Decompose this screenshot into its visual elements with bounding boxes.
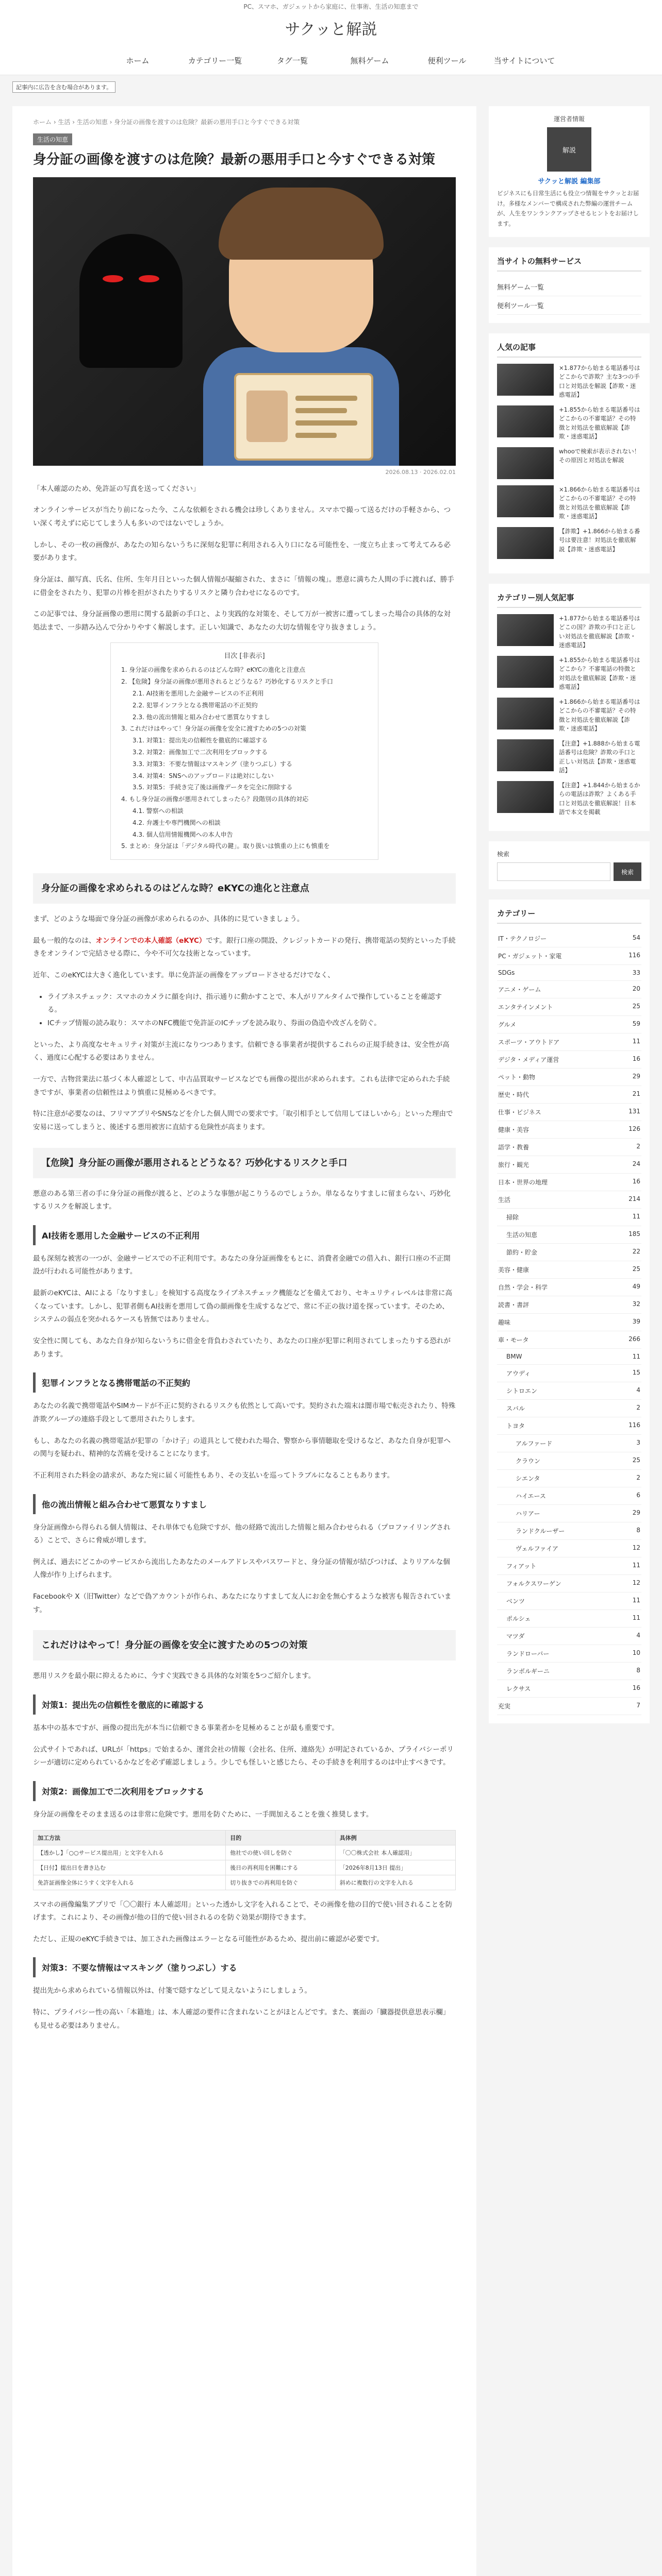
category-name[interactable]: ランボルギーニ [506, 1668, 550, 1675]
popular-article-item[interactable] [497, 447, 641, 479]
category-count: 25 [632, 1456, 640, 1464]
toc-title[interactable]: 目次 [非表示] [224, 652, 265, 660]
category-count: 2 [636, 1404, 640, 1412]
popular-article-title[interactable]: 【詐欺】+1.866から始まる番号は要注意！対処法を徹底解説【詐欺・迷惑電話】 [559, 528, 640, 553]
category-count: 59 [632, 1020, 640, 1028]
nav-item[interactable]: カテゴリー一覧 [188, 56, 242, 65]
person-hair-illustration [219, 188, 384, 260]
category-item[interactable] [497, 981, 641, 998]
body-paragraph: 一方で、古物営業法に基づく本人確認として、中古品買取サービスなどでも画像の提出が求められます。これも法律で定められた手続きですが、事業者の信頼性はより慎重に見極めるべきです。 [33, 1075, 450, 1097]
category-name[interactable]: アルファード [516, 1440, 553, 1448]
category-count: 7 [636, 1702, 640, 1709]
popular-article-title[interactable]: +1.855から始まる電話番号はどこからの不審電話？その特徴と対処法を徹底解説【詐欺・迷惑電話】 [559, 406, 640, 440]
category-name[interactable]: フィアット [506, 1563, 537, 1570]
search-label: 検索 [497, 851, 510, 858]
toc-item[interactable]: 3.3. 対策3：不要な情報はマスキング（塗りつぶし）する [133, 760, 292, 768]
category-name[interactable]: ヴェルファイア [516, 1545, 558, 1553]
table-header: 目的 [226, 1830, 336, 1845]
category-count: 11 [632, 1562, 640, 1569]
category-name[interactable]: マツダ [506, 1633, 525, 1640]
body-paragraph: 基本中の基本ですが、画像の提出先が本当に信頼できる事業者かを見極めることが最も重要です。 [33, 1723, 339, 1732]
table-cell: 斜めに複数行の文字を入れる [335, 1875, 455, 1890]
body-paragraph: 提出先から求められている情報以外は、付箋で隠すなどして見えないようにしましょう。 [33, 1987, 311, 1995]
category-item[interactable] [497, 1663, 641, 1680]
category-count: 11 [632, 1213, 640, 1221]
category-count: 4 [636, 1386, 640, 1394]
category-name[interactable]: グルメ [498, 1021, 517, 1029]
table-cell: 免許証画像全体にうすく文字を入れる [34, 1875, 226, 1890]
image-processing-table [33, 1830, 456, 1890]
category-item[interactable] [497, 1296, 641, 1314]
nav-item[interactable]: ホーム [126, 56, 150, 65]
bullet-item: • ライブネスチェック：スマホのカメラに顔を向け、指示通りに動かすことで、本人がリアルタイムで操作していることを確認する。 [47, 991, 456, 1017]
category-count: 29 [632, 1509, 640, 1517]
breadcrumb[interactable]: ホーム › 生活 › 生活の知恵 › 身分証の画像を渡すのは危険？最新の悪用手口と今すぐできる対策 [33, 118, 300, 126]
category-popular-widget [489, 584, 650, 831]
category-count: 16 [632, 1055, 640, 1063]
popular-article-item[interactable] [497, 656, 641, 691]
popular-article-item[interactable] [497, 698, 641, 733]
category-count: 25 [632, 1003, 640, 1010]
category-name[interactable]: 日本・世界の地理 [498, 1179, 548, 1187]
category-name[interactable]: トヨタ [506, 1422, 525, 1430]
category-name[interactable]: 自然・学会・科学 [498, 1284, 548, 1292]
category-item[interactable] [497, 1156, 641, 1174]
category-item[interactable] [497, 1505, 641, 1522]
body-paragraph: ただし、正規のeKYC手続きでは、加工された画像はエラーとなる可能性があるため、提出前に確認が必要です。 [33, 1935, 384, 1943]
eyecatch-image [33, 177, 456, 466]
service-link[interactable]: 便利ツール一覧 [497, 296, 641, 315]
body-paragraph: 不正利用された料金の請求が、あなた宛に届く可能性もあり、その支払いを巡ってトラブルになることもあります。 [33, 1471, 394, 1480]
article-thumbnail[interactable] [497, 447, 554, 479]
toc-item[interactable]: 2.1. AI技術を悪用した金融サービスの不正利用 [133, 690, 264, 698]
article-thumbnail[interactable] [497, 527, 554, 559]
popular-article-title[interactable]: +1.866から始まる電話番号はどこからの不審電話？その特徴と対処法を徹底解説【詐欺・迷惑電話】 [559, 698, 640, 732]
category-name[interactable]: アニメ・ゲーム [498, 986, 541, 994]
body-paragraph: 身分証の画像をそのまま送るのは非常に危険です。悪用を防ぐために、一手間加えることを強く推奨します。 [33, 1810, 373, 1819]
category-count: 126 [628, 1125, 640, 1133]
body-paragraph: もし、あなたの名義の携帯電話が犯罪の「かけ子」の道具として使われた場合、警察から事情聴取を受けるなど、あなた自身が犯罪への関与を疑われ、精神的な苦痛を受けることになります。 [33, 1436, 451, 1459]
category-count: 16 [632, 1178, 640, 1185]
category-title: カテゴリー [497, 908, 641, 924]
table-cell: 「〇〇株式会社 本人確認用」 [335, 1845, 455, 1860]
category-item[interactable] [497, 1209, 641, 1226]
popular-article-title[interactable]: +1.855から始まる電話番号はどこから？不審電話の特徴と対処法を徹底解説【詐欺・迷惑電話】 [559, 656, 640, 690]
category-name[interactable]: スバル [506, 1405, 525, 1413]
category-item[interactable] [497, 1174, 641, 1191]
category-count: 116 [628, 952, 640, 959]
category-name[interactable]: 趣味 [498, 1319, 511, 1327]
subsection-heading: 対策3：不要な情報はマスキング（塗りつぶし）する [33, 1957, 456, 1977]
table-cell: 【透かし】「○○サービス提出用」と文字を入れる [34, 1845, 226, 1860]
popular-article-title[interactable]: ×1.877から始まる電話番号はどこからで詐欺？主な3つの手口と対処法を解説【詐欺・迷惑電話】 [559, 364, 640, 398]
body-paragraph: 悪用リスクを最小限に抑えるために、今すぐ実践できる具体的な対策を5つご紹介します。 [33, 1672, 316, 1681]
search-button[interactable]: 検索 [614, 862, 641, 881]
body-paragraph: 最新のeKYCは、AIによる「なりすまし」を検知する高度なライブネスチェック機能などを備えており、セキュリティレベルは非常に高くなっています。しかし、犯罪者側もAI技術を悪用して偽の顔画像を生成するなどで、常に不正の抜け道を探っています。そのため、システムの弱点を突かれるケースも皆無ではありません。 [33, 1289, 452, 1324]
post-dates: 2026.08.13 · 2026.02.01 [385, 468, 456, 476]
category-item[interactable] [497, 1104, 641, 1121]
category-name[interactable]: デジタ・メディア運営 [498, 1056, 559, 1064]
category-badge[interactable]: 生活の知恵 [33, 133, 72, 145]
category-item[interactable] [497, 1698, 641, 1715]
category-item[interactable] [497, 1610, 641, 1628]
category-item[interactable] [497, 1314, 641, 1331]
id-card-illustration [234, 373, 373, 461]
category-name[interactable]: PC・ガジェット・家電 [498, 953, 562, 960]
category-item[interactable] [497, 1069, 641, 1086]
author-widget-title: 運営者情報 [553, 115, 585, 123]
shadow-figure-illustration [79, 234, 183, 368]
nav-item[interactable]: タグ一覧 [276, 56, 308, 65]
category-name[interactable]: ランドローバー [506, 1650, 550, 1658]
toc-item[interactable]: 4.2. 弁護士や専門機関への相談 [133, 819, 221, 826]
body-paragraph: 悪意のある第三者の手に身分証の画像が渡ると、どのような事態が起こりうるのでしょうか。単なるなりすましに留まらない、巧妙化するリスクを解説します。 [33, 1189, 451, 1211]
body-paragraph: 特に、プライバシー性の高い「本籍地」は、本人確認の要件に含まれないことがほとんどです。また、裏面の「臓器提供意思表示欄」も見せる必要はありません。 [33, 2008, 450, 2030]
body-paragraph: あなたの名義で携帯電話やSIMカードが不正に契約されるリスクも依然として高いです。契約された端末は闇市場で転売されたり、特殊詐欺グループの連絡手段として悪用されたりします。 [33, 1402, 456, 1423]
category-name[interactable]: 仕事・ビジネス [498, 1109, 541, 1116]
category-item[interactable] [497, 1051, 641, 1069]
body-paragraph: 公式サイトであれば、URLが「https」で始まるか、運営会社の情報（会社名、住所、連絡先）が明記されているか、プライバシーポリシーが適切に定められているかなどを必ず確認しましょう。少しでも怪しいと感じたら、その手続きを利用するのは中止すべきです。 [33, 1745, 454, 1767]
category-item[interactable] [497, 1680, 641, 1698]
category-item[interactable] [497, 1279, 641, 1296]
category-name[interactable]: シトロエン [506, 1387, 538, 1395]
category-name[interactable]: 語学・教養 [498, 1144, 529, 1151]
category-item[interactable] [497, 1628, 641, 1645]
article-thumbnail[interactable] [497, 656, 554, 688]
category-name[interactable]: BMW [506, 1353, 522, 1361]
article-thumbnail[interactable] [497, 364, 554, 396]
body-paragraph: スマホの画像編集アプリで「〇〇銀行 本人確認用」といった透かし文字を入れることで、その画像を他の目的で使い回されることを防げます。これにより、その画像が他の目的で使い回されるのを防ぐ効果が期待できます。 [33, 1900, 453, 1922]
services-title: 当サイトの無料サービス [497, 256, 641, 272]
category-item[interactable] [497, 1331, 641, 1349]
category-name[interactable]: 節約・貯金 [506, 1249, 538, 1257]
article-thumbnail[interactable] [497, 614, 554, 646]
category-item[interactable] [497, 965, 641, 981]
popular-article-title[interactable]: ×1.866から始まる電話番号はどこからの不審電話？その特徴と対処法を徹底解説【詐欺・迷惑電話】 [559, 486, 640, 520]
nav-item[interactable]: 無料ゲーム [350, 56, 389, 65]
global-nav [0, 46, 662, 75]
category-item[interactable] [497, 1349, 641, 1365]
category-item[interactable] [497, 1452, 641, 1470]
nav-item[interactable]: 当サイトについて [493, 56, 555, 65]
popular-article-item[interactable] [497, 614, 641, 650]
author-avatar[interactable]: 解説 [547, 127, 591, 172]
category-count: 266 [628, 1335, 640, 1343]
search-input[interactable] [497, 862, 610, 881]
subsection-heading: 他の流出情報と組み合わせて悪質なりすまし [33, 1494, 456, 1514]
category-name[interactable]: クラウン [516, 1458, 541, 1465]
toc-item[interactable]: 4. もし身分証の画像が悪用されてしまったら？段階別の具体的対応 [121, 795, 309, 803]
category-count: 11 [632, 1038, 640, 1045]
bullet-item: • ICチップ情報の読み取り：スマホのNFC機能で免許証のICチップを読み取り、券面の偽造や改ざんを防ぐ。 [47, 1017, 456, 1030]
category-item[interactable] [497, 1121, 641, 1139]
category-item[interactable] [497, 1261, 641, 1279]
body-paragraph: 安全性に関しても、あなた自身が知らないうちに借金を背負わされていたり、あなたの口座が犯罪に利用されてしまったりする恐れがあります。 [33, 1337, 451, 1359]
popular-article-title[interactable]: 【注意】+1.888から始まる電話番号は危険？詐欺の手口と正しい対処法【詐欺・迷惑電話】 [559, 740, 640, 774]
toc-item[interactable]: 1. 身分証の画像を求められるのはどんな時？eKYCの進化と注意点 [121, 666, 306, 674]
article-thumbnail[interactable] [497, 698, 554, 730]
popular-article-item[interactable] [497, 739, 641, 775]
article-main [12, 106, 476, 2576]
body-paragraph: 最も深刻な被害の一つが、金融サービスでの不正利用です。あなたの身分証画像をもとに、消費者金融での借入れ、銀行口座の不正開設が行われる可能性があります。 [33, 1254, 451, 1276]
category-count: 25 [632, 1265, 640, 1273]
category-name[interactable]: シエンタ [516, 1475, 540, 1483]
category-name[interactable]: 充実 [498, 1703, 511, 1710]
category-item[interactable] [497, 930, 641, 947]
category-name[interactable]: エンタテインメント [498, 1004, 553, 1011]
category-count: 24 [632, 1160, 640, 1168]
category-item[interactable] [497, 1086, 641, 1104]
body-paragraph: まず、どのような場面で身分証の画像が求められるのか、具体的に見ていきましょう。 [33, 915, 304, 924]
body-paragraph: Facebookや X（旧Twitter）などで偽アカウントが作られ、あなたになりすまして友人にお金を無心するような被害も報告されています。 [33, 1592, 452, 1614]
table-header: 加工方法 [34, 1830, 226, 1845]
body-paragraph: 例えば、過去にどこかのサービスから流出したあなたのメールアドレスやパスワードと、身分証の情報が結びつけば、よりリアルな個人像が作り上げられます。 [33, 1557, 450, 1580]
category-item[interactable] [497, 1487, 641, 1505]
category-name[interactable]: ペット・動物 [498, 1074, 536, 1081]
section-heading: 身分証の画像を求められるのはどんな時？eKYCの進化と注意点 [33, 873, 456, 904]
category-item[interactable] [497, 1139, 641, 1156]
category-name[interactable]: ハリアー [516, 1510, 540, 1518]
table-row [34, 1845, 456, 1860]
category-item[interactable] [497, 1417, 641, 1435]
table-row [34, 1875, 456, 1890]
category-name[interactable]: スポーツ・アウトドア [498, 1039, 560, 1046]
category-count: 39 [632, 1318, 640, 1326]
category-item[interactable] [497, 1016, 641, 1033]
popular-article-item[interactable] [497, 527, 641, 559]
body-paragraph: 身分証画像から得られる個人情報は、それ単体でも危険ですが、他の経路で流出した情報と組み合わせられる（プロファイリングされる）ことで、さらに脅威が増します。 [33, 1523, 451, 1545]
category-count: 16 [632, 1684, 640, 1692]
category-item[interactable] [497, 1557, 641, 1575]
category-item[interactable] [497, 1191, 641, 1209]
category-count: 21 [632, 1090, 640, 1098]
table-cell: 後日の再利用を困難にする [226, 1860, 336, 1875]
category-count: 3 [636, 1439, 640, 1447]
popular-widget [489, 333, 650, 573]
author-widget [489, 106, 650, 237]
category-widget [489, 900, 650, 1723]
table-cell: 他社での使い回しを防ぐ [226, 1845, 336, 1860]
table-cell: 「2026年8月13日 提出」 [335, 1860, 455, 1875]
subsection-heading: 対策1：提出先の信頼性を徹底的に確認する [33, 1694, 456, 1715]
article-title: 身分証の画像を渡すのは危険？最新の悪用手口と今すぐできる対策 [33, 152, 436, 167]
sidebar [489, 106, 650, 2576]
body-paragraph: といった、より高度なセキュリティ対策が主流になりつつあります。信頼できる事業者が提供するこれらの正規手続きは、安全性が高く、過度に心配する必要はありません。 [33, 1040, 450, 1062]
category-count: 29 [632, 1073, 640, 1080]
site-tagline: PC、スマホ、ガジェットから家庭に、仕事術、生活の知恵まで [0, 0, 662, 13]
category-count: 8 [636, 1527, 640, 1534]
category-name[interactable]: ハイエース [516, 1493, 546, 1500]
intro-paragraph: 身分証は、顔写真、氏名、住所、生年月日といった個人情報が凝縮された、まさに「情報の塊」。悪意に満ちた人間の手に渡れば、勝手に借金をされたり、犯罪の片棒を担がされたりするリスクと隣り合わせになるのです。 [33, 575, 454, 597]
category-count: 11 [632, 1597, 640, 1604]
category-item[interactable] [497, 1645, 641, 1663]
toc-item[interactable]: 3.5. 対策5：手続き完了後は画像データを完全に削除する [133, 784, 293, 791]
section-heading: これだけはやって！身分証の画像を安全に渡すための5つの対策 [33, 1630, 456, 1660]
category-count: 11 [632, 1353, 640, 1361]
category-item[interactable] [497, 998, 641, 1016]
category-count: 2 [636, 1143, 640, 1150]
category-count: 22 [632, 1248, 640, 1256]
category-count: 33 [632, 969, 640, 977]
category-item[interactable] [497, 1365, 641, 1382]
table-cell: 【日付】提出日を書き込む [34, 1860, 226, 1875]
category-count: 49 [632, 1283, 640, 1291]
category-item[interactable] [497, 1382, 641, 1400]
category-item[interactable] [497, 1592, 641, 1610]
category-item[interactable] [497, 1470, 641, 1487]
category-item[interactable] [497, 1400, 641, 1417]
intro-paragraph: しかし、その一枚の画像が、あなたの知らないうちに深刻な犯罪に利用される入り口になる可能性を、一度立ち止まって考えてみる必要があります。 [33, 540, 451, 563]
category-name[interactable]: SDGs [498, 969, 515, 977]
category-count: 20 [632, 985, 640, 993]
table-cell: 切り抜きでの再利用を防ぐ [226, 1875, 336, 1890]
toc-item[interactable]: 2.3. 他の流出情報と組み合わせて悪質なりすまし [133, 713, 270, 721]
category-item[interactable] [497, 1435, 641, 1452]
category-item[interactable] [497, 1575, 641, 1592]
category-count: 54 [632, 934, 640, 942]
article-thumbnail[interactable] [497, 739, 554, 771]
category-count: 131 [628, 1108, 640, 1115]
popular-article-title[interactable]: 【注意】+1.844から始まるからの電話は詐欺？よくある手口と対処法を徹底解説！日本語で本文を掲載 [559, 782, 640, 816]
table-of-contents [110, 642, 378, 860]
article-thumbnail[interactable] [497, 405, 554, 437]
category-popular-title: カテゴリー別人気記事 [497, 592, 641, 608]
category-item[interactable] [497, 1226, 641, 1244]
table-header: 具体例 [335, 1830, 455, 1845]
popular-article-item[interactable] [497, 405, 641, 441]
category-name[interactable]: 生活 [498, 1196, 511, 1204]
category-item[interactable] [497, 1244, 641, 1261]
category-name[interactable]: アウディ [506, 1370, 531, 1378]
category-count: 185 [628, 1230, 640, 1238]
subsection-heading: 犯罪インフラとなる携帯電話の不正契約 [33, 1372, 456, 1393]
category-name[interactable]: 歴史・時代 [498, 1091, 529, 1099]
category-count: 214 [628, 1195, 640, 1203]
category-name[interactable]: レクサス [506, 1685, 531, 1693]
category-item[interactable] [497, 1522, 641, 1540]
article-thumbnail[interactable] [497, 485, 554, 517]
search-widget [489, 841, 650, 889]
subsection-heading: 対策2：画像加工で二次利用をブロックする [33, 1781, 456, 1801]
subsection-heading: AI技術を悪用した金融サービスの不正利用 [33, 1225, 456, 1245]
category-count: 2 [636, 1474, 640, 1482]
popular-title: 人気の記事 [497, 342, 641, 358]
body-paragraph: 近年、このeKYCは大きく進化しています。単に免許証の画像をアップロードさせるだけでなく、 [33, 971, 335, 980]
category-count: 12 [632, 1579, 640, 1587]
category-name[interactable]: 旅行・観光 [498, 1161, 529, 1169]
popular-article-item[interactable] [497, 364, 641, 399]
toc-item[interactable]: 4.3. 個人信用情報機関への本人申告 [133, 831, 233, 838]
toc-item[interactable]: 3.2. 対策2：画像加工で二次利用をブロックする [133, 749, 268, 756]
nav-item[interactable]: 便利ツール [427, 56, 467, 65]
category-item[interactable] [497, 1540, 641, 1557]
body-paragraph: 最も一般的なのは、オンラインでの本人確認（eKYC）です。銀行口座の開設、クレジットカードの発行、携帯電話の契約といった手続きをオンラインで完結させる際に、今や不可欠な技術となっています。 [33, 936, 456, 958]
ad-disclosure-label: 記事内に広告を含む場合があります。 [12, 81, 115, 93]
site-title[interactable]: サクッと解説 [0, 13, 662, 46]
toc-item[interactable]: 4.1. 警察への相談 [133, 807, 184, 815]
popular-article-title[interactable]: whooで検索が表示されない！その原因と対処法を解説 [559, 448, 640, 464]
service-link[interactable]: 無料ゲーム一覧 [497, 278, 641, 296]
ekyc-bullet-list [33, 991, 456, 1030]
category-count: 6 [636, 1492, 640, 1499]
category-name[interactable]: IT・テクノロジー [498, 935, 547, 943]
category-name[interactable]: ベンツ [506, 1598, 525, 1605]
intro-paragraph: 「本人確認のため、免許証の写真を送ってください」 [33, 484, 200, 493]
intro-paragraph: オンラインサービスが当たり前になった今、こんな依頼をされる機会は珍しくありません。スマホで撮って送るだけの手軽さから、つい深く考えずに応じてしまう人も多いのではないでしょうか。 [33, 506, 451, 528]
category-count: 8 [636, 1667, 640, 1674]
section-heading: 【危険】身分証の画像が悪用されるとどうなる？巧妙化するリスクと手口 [33, 1148, 456, 1178]
category-name[interactable]: 生活の知恵 [506, 1231, 538, 1239]
body-paragraph: 特に注意が必要なのは、フリマアプリやSNSなどを介した個人間での要求です。「取引相手として信用してほしいから」といった理由で安易に送ってしまうと、後述する悪用被害に直結する危険性が高まります。 [33, 1110, 453, 1131]
category-name[interactable]: 車・モータ [498, 1336, 529, 1344]
toc-item[interactable]: 2. 【危険】身分証の画像が悪用されるとどうなる？巧妙化するリスクと手口 [121, 678, 334, 686]
toc-item[interactable]: 2.2. 犯罪インフラとなる携帯電話の不正契約 [133, 701, 258, 709]
popular-article-item[interactable] [497, 781, 641, 817]
category-name[interactable]: 読書・書評 [498, 1301, 529, 1309]
category-count: 4 [636, 1632, 640, 1639]
category-count: 15 [632, 1369, 640, 1377]
intro-paragraph: この記事では、身分証画像の悪用に関する最新の手口と、より実践的な対策を、そして万が一被害に遭ってしまった場合の具体的な対処法まで、一歩踏み込んで分かりやすく解説します。正しい知識で、あなたの大切な情報を守り抜きましょう。 [33, 610, 451, 632]
author-description: ビジネスにも日常生活にも役立つ情報をサクッとお届け。多様なメンバーで構成された弊編の運営チームが、人生をワンランクアップさせるヒントをお届けします。 [497, 190, 639, 227]
popular-article-item[interactable] [497, 485, 641, 521]
category-name[interactable]: 健康・美容 [498, 1126, 529, 1134]
toc-item[interactable]: 5. まとめ：身分証は「デジタル時代の鍵」。取り扱いは慎重の上にも慎重を [121, 842, 330, 850]
toc-item[interactable]: 3.4. 対策4：SNSへのアップロードは絶対にしない [133, 772, 274, 779]
category-item[interactable] [497, 1033, 641, 1051]
services-widget [489, 247, 650, 323]
category-count: 116 [628, 1421, 640, 1429]
category-count: 10 [632, 1649, 640, 1657]
table-row [34, 1860, 456, 1875]
category-name[interactable]: フォルクスワーゲン [506, 1580, 561, 1588]
article-thumbnail[interactable] [497, 781, 554, 813]
popular-article-title[interactable]: +1.877から始まる電話番号はどこの国？詐欺の手口と正しい対処法を徹底解説【詐欺・迷惑電話】 [559, 615, 640, 649]
category-count: 11 [632, 1614, 640, 1622]
category-count: 12 [632, 1544, 640, 1552]
author-name-link[interactable]: サクッと解説 編集部 [538, 178, 601, 185]
category-name[interactable]: 美容・健康 [498, 1266, 529, 1274]
category-name[interactable]: ランドクルーザー [516, 1528, 565, 1535]
category-name[interactable]: 掃除 [506, 1214, 519, 1222]
category-count: 32 [632, 1300, 640, 1308]
category-name[interactable]: ポルシェ [506, 1615, 531, 1623]
toc-item[interactable]: 3. これだけはやって！身分証の画像を安全に渡すための5つの対策 [121, 725, 306, 733]
toc-item[interactable]: 3.1. 対策1：提出先の信頼性を徹底的に確認する [133, 737, 268, 744]
category-item[interactable] [497, 947, 641, 965]
